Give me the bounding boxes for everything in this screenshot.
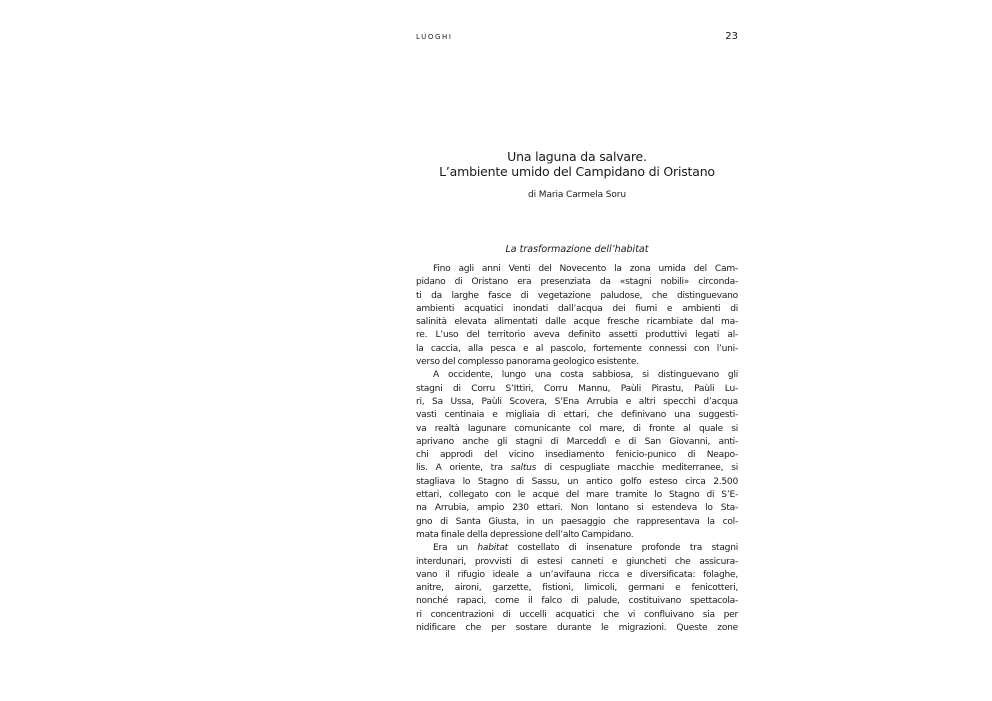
body-line: aprivano anche gli stagni di Marceddì e di San Giovanni, anti-	[416, 436, 738, 447]
body-line: A occidente, lungo una costa sabbiosa, si distinguevano gli	[433, 370, 738, 381]
title-line-1: Una laguna da salvare.	[507, 149, 647, 164]
body-line: nonché rapaci, come il falco di palude, costituivano spettacola-	[416, 596, 738, 607]
body-line: lis. A oriente, tra saltus di cespugliate macchie mediterranee, si	[416, 463, 738, 474]
body-line: Era un habitat costellato di insenature profonde tra stagni	[433, 543, 738, 554]
running-header	[416, 31, 738, 42]
section-subheading: La trasformazione dell’habitat	[505, 244, 649, 255]
body-line: ettari, collegato con le acque del mare tramite lo Stagno di S’E-	[416, 490, 738, 501]
body-line: ri, Sa Ussa, Paùli Scovera, S’Ena Arrubia e altri specchi d’acqua	[416, 396, 738, 407]
section-label: LUOGHI	[416, 33, 453, 41]
body-line: stagliava lo Stagno di Sassu, un antico golfo esteso circa 2.500	[416, 476, 738, 487]
body-line: nidificare che per sostare durante le migrazioni. Queste zone	[416, 623, 738, 634]
body-line: vasti centinaia e migliaia di ettari, che definivano una suggesti-	[416, 410, 738, 421]
italic-term: habitat	[477, 543, 508, 554]
body-line: na Arrubia, ampio 230 ettari. Non lontano si estendeva lo Sta-	[416, 503, 738, 514]
body-line: verso del complesso panorama geologico esistente.	[416, 357, 639, 368]
body-line: ti da larghe fasce di vegetazione paludose, che distinguevano	[416, 290, 738, 301]
body-line: mata finale della depressione dell’alto Campidano.	[416, 529, 634, 540]
page-number: 23	[725, 31, 738, 42]
italic-term: saltus	[510, 463, 537, 474]
body-line: stagni di Corru S’Ittiri, Corru Mannu, Paùli Pirastu, Paùli Lu-	[416, 383, 738, 394]
body-line: salinità elevata alimentati dalle acque fresche ricambiate dal ma-	[416, 317, 738, 328]
article-title	[416, 150, 738, 179]
body-line: va realtà lagunare comunicante col mare, di fronte al quale si	[416, 423, 738, 434]
body-line: ambienti acquatici inondati dall’acqua dei fiumi e ambienti di	[416, 303, 738, 314]
body-line: re. L’uso del territorio aveva definito assetti produttivi legati al-	[416, 330, 738, 341]
body-line: gno di Santa Giusta, in un paesaggio che rappresentava la col-	[416, 516, 738, 527]
body-line: pidano di Oristano era presenziata da «stagni nobili» circonda-	[416, 277, 738, 288]
title-line-2: L’ambiente umido del Campidano di Oristano	[439, 163, 715, 179]
body-line: anitre, aironi, garzette, fistioni, limicoli, germani e fenicotteri,	[416, 583, 738, 594]
body-line: ri concentrazioni di uccelli acquatici che vi confluivano sia per	[416, 609, 738, 620]
body-line: la caccia, alla pesca e al pascolo, fortemente connessi con l’uni-	[416, 343, 738, 354]
body-line: Fino agli anni Venti del Novecento la zona umida del Cam-	[433, 264, 738, 274]
body-line: vano il rifugio ideale a un’avifauna ricca e diversificata: folaghe,	[416, 569, 738, 580]
body-line: chi approdi del vicino insediamento fenicio-punico di Neapo-	[416, 450, 738, 461]
article-body	[416, 263, 738, 635]
body-line: interdunari, provvisti di estesi canneti e giuncheti che assicura-	[416, 556, 738, 567]
author-byline: di Maria Carmela Soru	[528, 190, 626, 200]
